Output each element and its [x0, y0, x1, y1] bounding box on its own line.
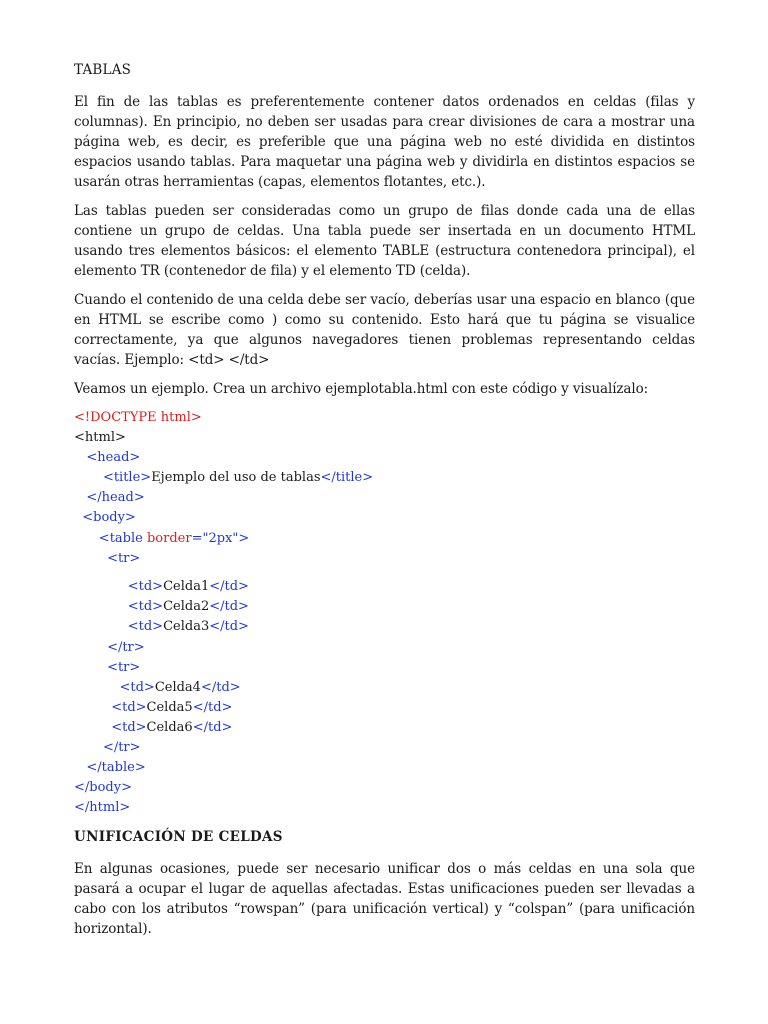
code-cell-3: Celda3 [163, 619, 210, 635]
code-td-open: <td> [127, 579, 164, 595]
code-td-open: <td> [119, 679, 155, 695]
code-line-tr-close-2 [74, 738, 695, 758]
code-cell-6: Celda6 [146, 719, 193, 735]
code-line-body-close [74, 778, 695, 798]
code-td-open: <td> [111, 699, 147, 715]
code-td-close: </td> [209, 579, 249, 595]
code-td-close: </td> [192, 719, 233, 735]
code-cell-1: Celda1 [163, 579, 210, 595]
code-td-open: <td> [127, 599, 164, 615]
code-title-open: <title> [102, 470, 152, 486]
code-tr-open: <tr> [107, 659, 141, 675]
code-line-cell-2 [74, 597, 695, 617]
code-blank-line [74, 569, 695, 578]
code-td-close: </td> [209, 619, 249, 635]
code-line-html-close [74, 798, 695, 818]
code-line-head-open [74, 448, 695, 468]
code-cell-4: Celda4 [154, 679, 201, 695]
code-line-tr-close-1 [74, 638, 695, 658]
code-td-close: </td> [200, 679, 241, 695]
code-cell-2: Celda2 [163, 599, 210, 615]
code-tr-close: </tr> [102, 740, 141, 755]
code-td-open: <td> [127, 619, 164, 635]
code-head-open: <head> [86, 450, 141, 466]
code-table-attr: border [146, 530, 192, 546]
code-line-cell-1 [74, 577, 695, 597]
code-line-body-open [74, 508, 695, 528]
code-tr-close: </tr> [107, 639, 145, 655]
code-doctype: <!DOCTYPE html> [74, 410, 202, 425]
code-html-close: </html> [74, 800, 131, 816]
paragraph-empty-cells: Cuando el contenido de una celda debe ser vacío, deberías usar una espacio en blanco (que en HTML se escribe como ) como su contenido. Esto hará que tu página se visualice correctamente, ya que algunos navegadores tienen problemas representando celdas vacías. Ejemplo: <td> </td> [74, 292, 695, 368]
page-heading: TABLAS [74, 62, 132, 78]
example-intro: Veamos un ejemplo. Crea un archivo ejemplotabla.html con este código y visualízalo: [74, 381, 649, 397]
paragraph-cell-merge: En algunas ocasiones, puede ser necesario unificar dos o más celdas en una sola que pasará a ocupar el lugar de aquellas afectadas. Estas unificaciones pueden ser llevadas a cabo con los atributos “rowspan” (para unificación vertical) y “colspan” (para unificación horizontal). [74, 861, 695, 938]
code-example [74, 408, 695, 818]
code-line-table-close [74, 758, 695, 778]
code-title-close: </title> [320, 470, 374, 486]
code-body-close: </body> [74, 780, 132, 796]
code-line-head-close [74, 488, 695, 508]
code-line-cell-5 [74, 698, 695, 718]
code-tr-open: <tr> [107, 550, 141, 566]
code-line-tr-open-2 [74, 658, 695, 678]
code-line-table-open [74, 529, 695, 549]
code-td-open: <td> [111, 719, 147, 735]
code-table-close: </table> [86, 760, 146, 776]
code-head-close: </head> [86, 490, 145, 506]
code-table-open-a: <table [98, 530, 147, 546]
document-page [74, 60, 695, 948]
code-cell-5: Celda5 [146, 699, 193, 715]
code-line-tr-open-1 [74, 549, 695, 569]
code-table-open-b: ="2px"> [191, 530, 250, 546]
code-td-close: </td> [209, 599, 249, 615]
code-body-open: <body> [82, 510, 136, 526]
code-line-title [74, 468, 695, 488]
code-title-text: Ejemplo del uso de tablas [151, 470, 321, 486]
code-line-cell-6 [74, 718, 695, 738]
code-td-close: </td> [192, 699, 233, 715]
paragraph-tables-purpose: El fin de las tablas es preferentemente contener datos ordenados en celdas (filas y columnas). En principio, no deben ser usadas para crear divisiones de cara a mostrar una página web, es decir, es preferible que una página web no esté dividida en distintos espacios usando tablas. Para maquetar una página web y dividirla en distintos espacios se usarán otras herramientas (capas, elementos flotantes, etc.). [74, 94, 695, 190]
code-line-doctype [74, 408, 695, 428]
code-line-cell-3 [74, 617, 695, 637]
code-line-html-open [74, 428, 695, 448]
section-title-cell-merge: UNIFICACIÓN DE CELDAS [74, 829, 283, 846]
paragraph-tables-structure: Las tablas pueden ser consideradas como un grupo de filas donde cada una de ellas contiene un grupo de celdas. Una tabla puede ser insertada en un documento HTML usando tres elementos básicos: el elemento TABLE (estructura contenedora principal), el elemento TR (contenedor de fila) y el elemento TD (celda). [74, 203, 695, 279]
code-html-open: <html> [74, 430, 126, 446]
code-line-cell-4 [74, 678, 695, 698]
